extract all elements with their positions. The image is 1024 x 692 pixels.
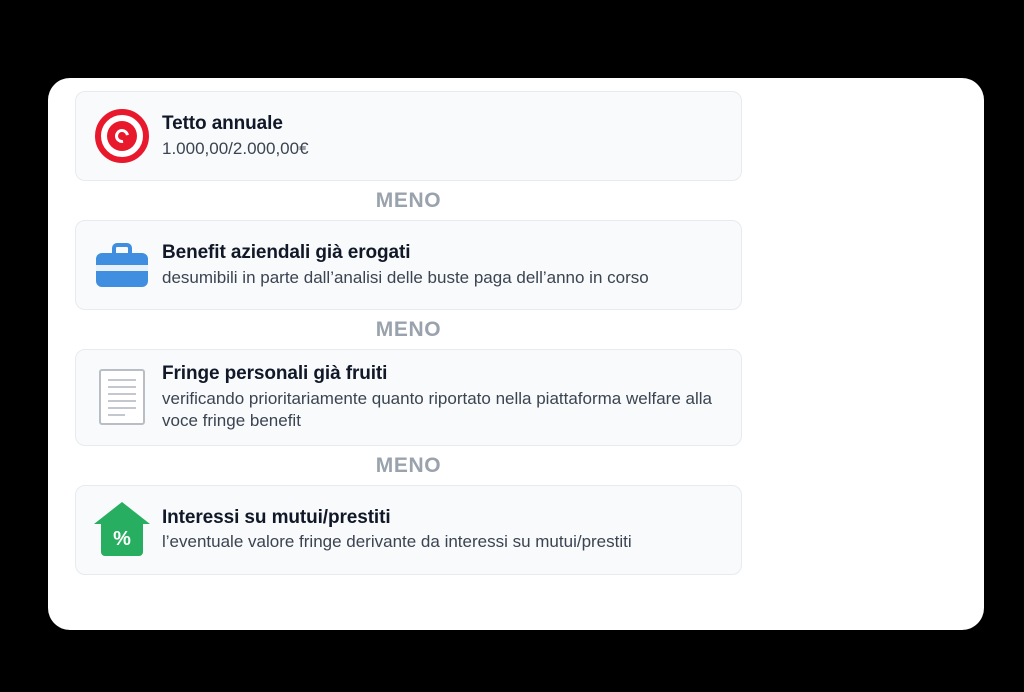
list-item-description: verificando prioritariamente quanto riportato nella piattaforma welfare alla voce fringe benefit xyxy=(162,388,712,431)
list-item-description: 1.000,00/2.000,00€ xyxy=(162,138,309,158)
separator-meno-3: MENO xyxy=(375,453,442,477)
house-percent-glyph: % xyxy=(101,523,143,556)
separator-meno-2: MENO xyxy=(375,318,442,341)
separator-meno-1: MENO xyxy=(375,189,442,212)
list-item-text xyxy=(154,506,725,554)
list-item-text xyxy=(154,362,725,433)
list-item-text xyxy=(154,241,725,289)
list-item-fringe-personali[interactable] xyxy=(75,349,742,446)
benefit-summary-card xyxy=(48,78,984,630)
house-percent-icon xyxy=(90,498,154,562)
target-icon xyxy=(90,104,154,168)
list-item-title: Interessi su mutui/prestiti xyxy=(162,506,391,528)
list-item-title: Benefit aziendali già erogati xyxy=(162,241,411,263)
list-item-interessi-mutui[interactable] xyxy=(75,485,742,575)
list-item-description: desumibili in parte dall’analisi delle buste paga dell’anno in corso xyxy=(162,267,649,287)
list-item-title: Fringe personali già fruiti xyxy=(162,363,388,384)
list-item-title: Tetto annuale xyxy=(162,112,283,134)
benefit-item-list xyxy=(75,91,742,575)
list-item-description: l’eventuale valore fringe derivante da interessi su mutui/prestiti xyxy=(162,532,632,552)
briefcase-icon xyxy=(90,233,154,297)
document-icon xyxy=(90,365,154,429)
list-item-text xyxy=(154,112,725,160)
list-item-benefit-aziendali[interactable] xyxy=(75,220,742,310)
list-item-tetto-annuale[interactable] xyxy=(75,91,742,181)
